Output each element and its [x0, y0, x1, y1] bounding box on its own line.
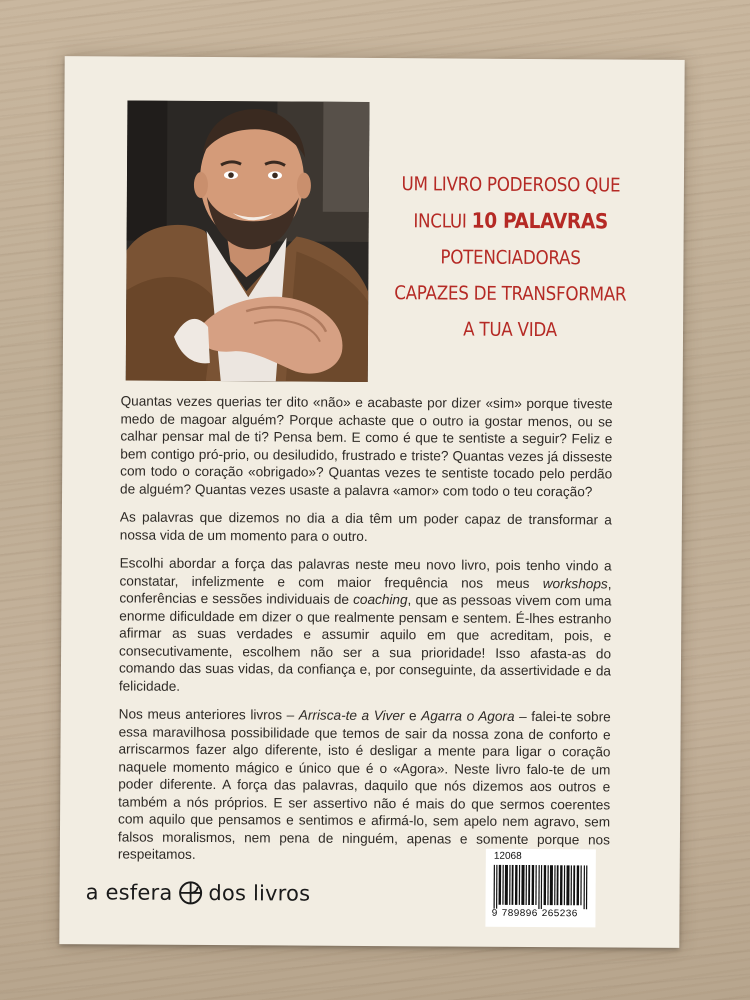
- p3-part-c: , que as pessoas vivem com uma enorme dificuldade em dizer o que realmente pensam e sentem. É-lhes estranho afirmar as suas verdades e assumir aquilo em que acreditam, pois, e consecutivamente, escolhem não ser a sua prioridade! Isso afasta-as do comando das suas vidas, da confiança e, por conseguinte, da assertividade e da felicidade.: [118, 592, 612, 694]
- barcode-label: [485, 849, 595, 928]
- p4-italic-book-2: Agarra o Agora: [421, 708, 515, 724]
- tagline-line-1: UM LIVRO PODEROSO QUE: [401, 173, 621, 197]
- synopsis-paragraph-1: Quantas vezes querias ter dito «não» e acabaste por dizer «sim» porque tiveste medo de magoar alguém? Porque achaste que o outro ia gostar menos, ou se calhar pensar mal de ti? Pensa bem. E como é que te sentiste a seguir? Feliz e bem contigo pró-prio, ou desiludido, frustrado e triste? Quantas vezes já disseste com todo o coração «obrigado»? Quantas vezes te sentiste tocado pelo perdão de alguém? Quantas vezes usaste a palavra «amor» com todo o teu coração?: [120, 393, 613, 499]
- tagline-line-5: A TUA VIDA: [463, 318, 557, 342]
- author-photo: [126, 100, 370, 381]
- tagline-line-4: CAPAZES DE TRANSFORMAR: [394, 282, 627, 306]
- p4-part-c: – falei-te sobre essa maravilhosa possibilidade que temos de sair da nossa zona de conforto e arriscarmos fazer algo diferente, isto é desligar a mente para ligar o coração naquele momento mágico e único que é o «Agora». Neste livro falo-te de um poder diferente. A força das palavras, daquilo que nós dizemos aos outros e também a nós próprios. E ser assertivo não é mais do que sermos coerentes com aquilo que pensamos e sentimos e afirmá-lo, sem apelo nem agravo, sem falsos moralismos, nem pena de ninguém, apenas e somente porque nos respeitamos.: [117, 708, 611, 862]
- p3-italic-coaching: coaching: [353, 591, 408, 608]
- p3-part-b: , conferências e sessões individuais de: [119, 575, 612, 607]
- esfera-logo-icon: [178, 881, 202, 905]
- p4-italic-book-1: Arrisca-te a Viver: [298, 707, 405, 724]
- p4-part-a: Nos meus anteriores livros –: [118, 706, 299, 723]
- barcode-bars: [492, 865, 590, 910]
- barcode-code: 12068: [493, 850, 522, 862]
- publisher-name-suffix: dos livros: [208, 881, 311, 906]
- tagline-line-3: POTENCIADORAS: [440, 246, 581, 270]
- publisher-name-prefix: a esfera: [85, 880, 173, 905]
- synopsis-paragraph-2: As palavras que dizemos no dia a dia têm um poder capaz de transformar a nossa vida de um momento para o outro.: [119, 509, 612, 544]
- synopsis-paragraph-4: [118, 705, 611, 866]
- p4-part-b: e: [404, 708, 422, 724]
- isbn-part-1: 9: [491, 908, 498, 920]
- tagline-line-2-prefix: INCLUI: [413, 210, 472, 233]
- book-back-cover: [59, 56, 684, 948]
- synopsis-paragraph-3: [119, 554, 612, 697]
- isbn-part-3: 265236: [541, 909, 578, 921]
- promo-tagline: [391, 166, 630, 348]
- synopsis-text: [118, 392, 613, 876]
- isbn-number: [491, 909, 577, 921]
- isbn-part-2: 789896: [501, 908, 538, 921]
- tagline-emphasis: 10 PALAVRAS: [471, 208, 609, 234]
- p3-italic-workshops: workshops: [542, 575, 608, 591]
- publisher-logo: [86, 880, 311, 905]
- p3-part-a: Escolhi abordar a força das palavras neste meu novo livro, pois tenho vindo a constatar, infelizmente e com maior frequência nos meus: [119, 555, 612, 591]
- tagline-line-2: [392, 202, 630, 240]
